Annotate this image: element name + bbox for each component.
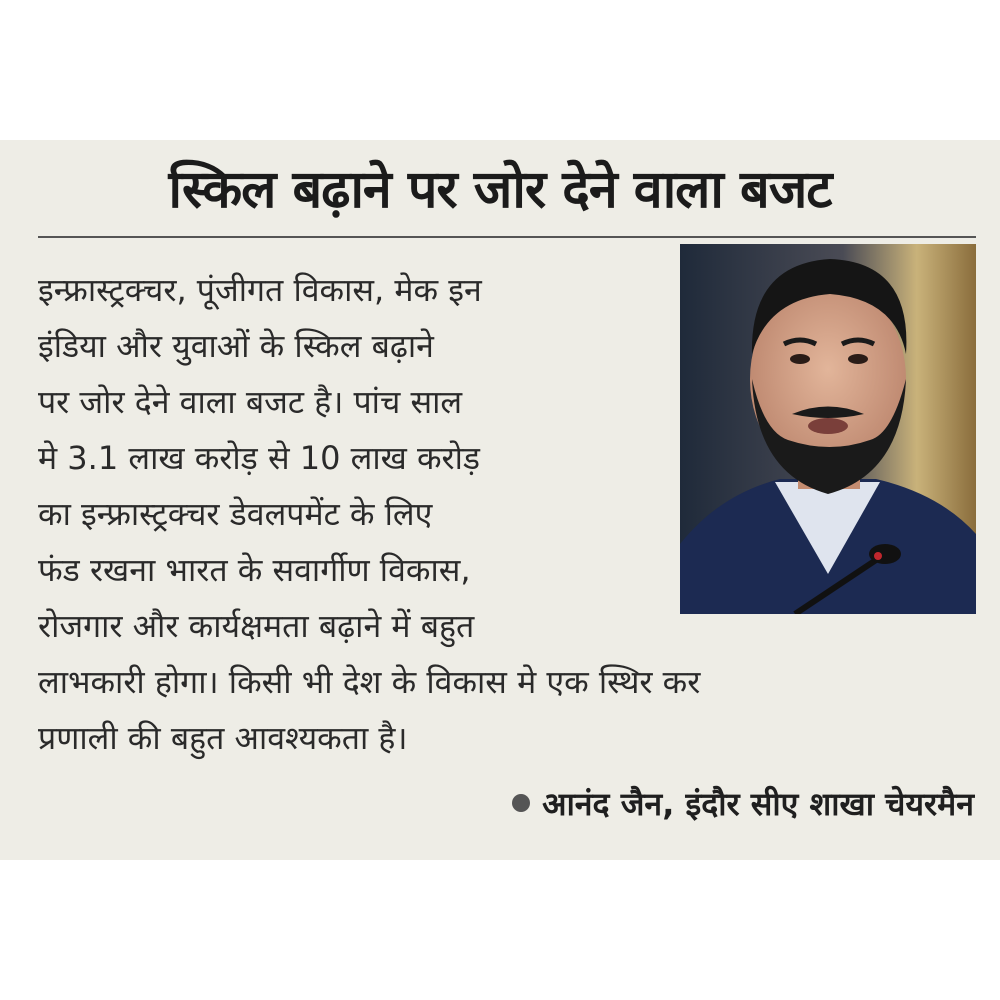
article-body-narrow bbox=[38, 262, 678, 654]
newspaper-clipping bbox=[0, 140, 1000, 860]
byline-text: आनंद जैन, इंदौर सीए शाखा चेयरमैन bbox=[542, 785, 974, 823]
headline-divider bbox=[38, 236, 976, 238]
author-byline bbox=[512, 780, 974, 828]
body-line: का इन्फ्रास्ट्रक्चर डेवलपमेंट के लिए bbox=[38, 495, 433, 533]
portrait-image bbox=[680, 244, 976, 614]
body-line: रोजगार और कार्यक्षमता बढ़ाने में बहुत bbox=[38, 607, 475, 645]
bullet-icon bbox=[512, 794, 530, 812]
body-line: प्रणाली की बहुत आवश्यकता है। bbox=[38, 719, 408, 757]
article-body-full bbox=[38, 654, 978, 766]
body-line: पर जोर देने वाला बजट है। पांच साल bbox=[38, 383, 463, 421]
body-line: इंडिया और युवाओं के स्किल बढ़ाने bbox=[38, 327, 434, 365]
author-photo bbox=[680, 244, 976, 614]
body-line: मे 3.1 लाख करोड़ से 10 लाख करोड़ bbox=[38, 439, 481, 477]
body-line: फंड रखना भारत के सवार्गीण विकास, bbox=[38, 551, 471, 589]
article-headline: स्किल बढ़ाने पर जोर देने वाला बजट bbox=[168, 160, 832, 220]
body-line: लाभकारी होगा। किसी भी देश के विकास मे एक स्थिर कर bbox=[38, 663, 701, 701]
body-line: इन्फ्रास्ट्रक्चर, पूंजीगत विकास, मेक इन bbox=[38, 271, 482, 309]
